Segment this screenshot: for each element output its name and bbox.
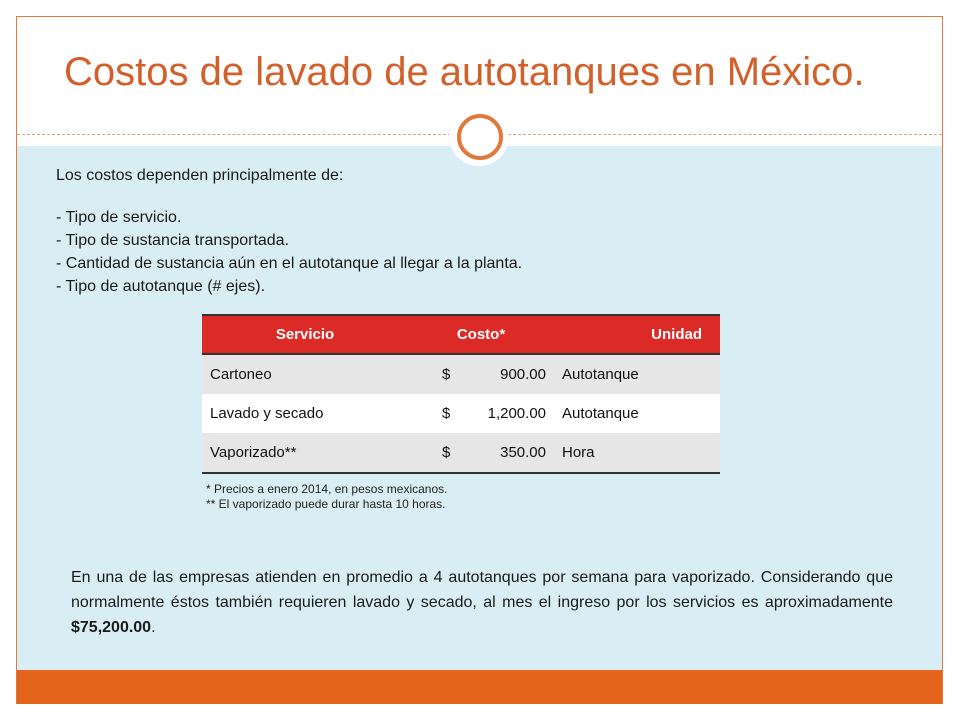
bullet-item: - Tipo de sustancia transportada.: [56, 232, 290, 249]
cost-value: 1,200.00: [487, 405, 546, 422]
table-row: [202, 394, 720, 433]
bullet-item: - Cantidad de sustancia aún en el autotanque al llegar a la planta.: [56, 255, 523, 272]
cell-unidad: Autotanque: [554, 354, 720, 394]
bullet-list: [56, 206, 522, 298]
bullet-item: - Tipo de servicio.: [56, 209, 182, 226]
footnote: * Precios a enero 2014, en pesos mexicanos.: [206, 482, 448, 496]
footer-bar: [17, 670, 942, 704]
currency-symbol: $: [442, 405, 451, 422]
circle-ornament-icon: [457, 114, 503, 160]
summary-paragraph: [71, 565, 893, 640]
cell-servicio: Cartoneo: [202, 354, 408, 394]
table-row: [202, 433, 720, 473]
cell-costo: [408, 394, 554, 433]
table-row: [202, 354, 720, 394]
currency-symbol: $: [442, 366, 451, 383]
cell-servicio: Vaporizado**: [202, 433, 408, 473]
currency-symbol: $: [442, 444, 451, 461]
cost-value: 350.00: [500, 444, 546, 461]
summary-text: En una de las empresas atienden en promedio a 4 autotanques por semana para vaporizado. Considerando que normalmente éstos también requieren lavado y secado, al mes el ingreso por los servicios es aproximadamente: [71, 569, 893, 611]
table-footnotes: [206, 482, 447, 512]
cell-servicio: Lavado y secado: [202, 394, 408, 433]
summary-amount: $75,200.00: [71, 619, 152, 636]
intro-text: Los costos dependen principalmente de:: [56, 167, 344, 184]
cost-table-container: [202, 314, 720, 474]
summary-end: .: [151, 619, 156, 636]
cost-table: [202, 314, 720, 474]
footnote: ** El vaporizado puede durar hasta 10 horas.: [206, 497, 446, 511]
cell-costo: [408, 433, 554, 473]
cost-value: 900.00: [500, 366, 546, 383]
bullet-item: - Tipo de autotanque (# ejes).: [56, 278, 266, 295]
table-header-row: [202, 315, 720, 354]
cell-unidad: Autotanque: [554, 394, 720, 433]
column-header-servicio: Servicio: [202, 315, 408, 354]
column-header-unidad: Unidad: [554, 315, 720, 354]
cell-costo: [408, 354, 554, 394]
column-header-costo: Costo*: [408, 315, 554, 354]
cell-unidad: Hora: [554, 433, 720, 473]
slide-title: Costos de lavado de autotanques en México.: [64, 50, 865, 94]
